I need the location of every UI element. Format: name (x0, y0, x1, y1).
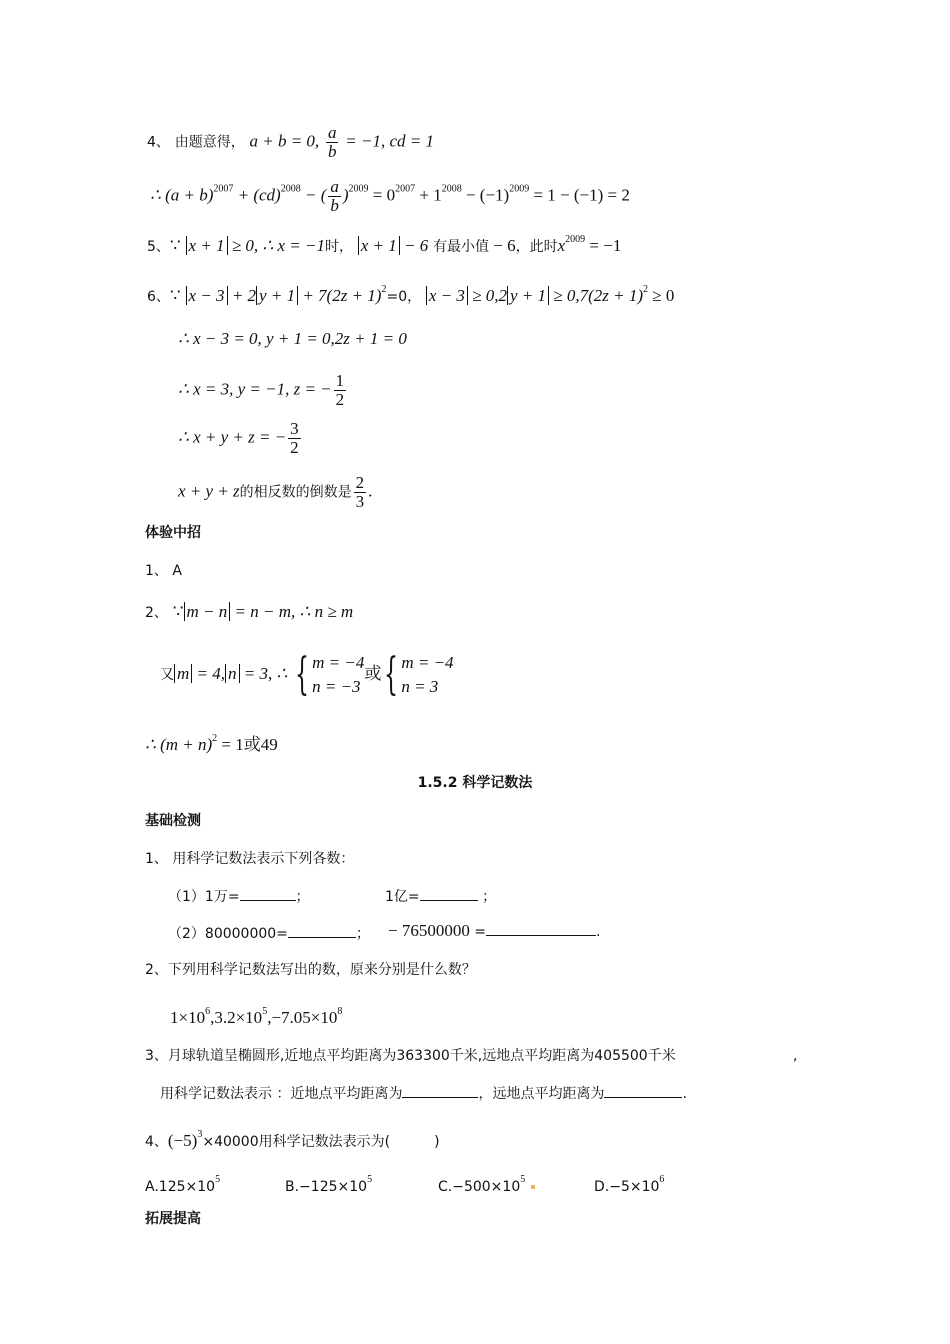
tiyan-answer-2-line2: 又 m = 4, n = 3, ∴ { m = −4 n = −3 或{ m = −4 n = 3 (160, 649, 454, 700)
system-2: m = −4 n = 3 (401, 653, 454, 696)
question-1-part2b: − 76500000 = . (388, 921, 601, 940)
answer-blank[interactable] (402, 1083, 478, 1098)
dot-mark-icon (531, 1185, 535, 1189)
option-c[interactable]: $C.-500\times 10^5$ (438, 1170, 535, 1197)
question-1: 1、 用科学记数法表示下列各数： (145, 851, 355, 867)
fraction-a-over-b: $\frac{a}{b}$ (327, 123, 337, 161)
answer-q5: 5、∵ x + 1 ≥ 0, ∴ x = −1时， x + 1 − 6 有最小值 − 6，此时$x^{2009} = -1$ (147, 234, 622, 255)
tiyan-answer-1: 1、 A (145, 563, 182, 579)
answer-q4-line1: 4、 由题意得， a + b = 0, $\frac{a}{b}$ = −1, cd = 1 (147, 123, 434, 161)
section-title: 1.5.2 科学记数法 (417, 775, 533, 791)
heading-tiyan: 体验中招 (145, 525, 201, 541)
question-2: 2、下列用科学记数法写出的数，原来分别是什么数？ (145, 962, 476, 978)
option-b[interactable]: $B.-125\times 10^5$ (285, 1174, 373, 1195)
tiyan-answer-2-final: ∴ $(m + n)^2 = 1$或49 (145, 733, 278, 754)
question-1-part1b: 1亿= ； (385, 886, 496, 907)
answer-blank[interactable] (420, 886, 478, 901)
system-1: m = −4 n = −3 (312, 653, 365, 696)
answer-blank[interactable] (288, 923, 356, 938)
answer-q6-step4: x + y + z的相反数的倒数是 $\frac{2}{3}$ . (178, 473, 373, 511)
answer-q6-step1: ∴ x − 3 = 0, y + 1 = 0,2z + 1 = 0 (178, 329, 407, 348)
left-brace-icon: { (384, 649, 399, 700)
question-1-part1: （1）1万= ； (168, 886, 310, 907)
heading-jichu: 基础检测 (145, 813, 201, 829)
tiyan-answer-2-line1: 2、 ∵ m − n = n − m, ∴ n ≥ m (145, 602, 354, 621)
option-d[interactable]: $D.-5\times 10^6$ (594, 1174, 665, 1195)
answer-q6-line1: 6、∵ x − 3 + 2 $y + 1 + 7(2z + 1)^2=0$， x − 3 ≥ 0,2 $y + 1 \ge 0,7(2z + 1)^2 \ge 0$ (147, 284, 675, 305)
answer-blank[interactable] (240, 886, 296, 901)
answer-q6-step2: ∴ x = 3, y = −1, z = − $\frac{1}{2}$ (178, 371, 345, 409)
question-3-line2: 用科学记数法表示 ：近地点平均距离为 ，远地点平均距离为 . (160, 1083, 687, 1104)
answer-blank[interactable] (604, 1083, 682, 1098)
question-1-part2: （2）80000000= ； (168, 923, 370, 944)
left-brace-icon: { (295, 649, 310, 700)
option-a[interactable]: $A.125\times 10^5$ (145, 1174, 221, 1195)
question-3-comma: , (793, 1048, 798, 1064)
question-2-expressions: $1\times 10^6,3.2\times 10^5,-7.05\times 10^8$ (170, 1006, 343, 1027)
answer-q4-line2: ∴ $(a + b)^{2007} + (cd)^{2008}$ − ( $\frac{a}{b}$ )$^{2009} = 0^{2007} + 1^{2008} - (-1)^{2009} = 1 - (-1) = 2$ (150, 177, 630, 215)
heading-tuozhan: 拓展提高 (145, 1211, 201, 1227)
answer-blank[interactable] (486, 921, 596, 936)
question-3-line1: 3、月球轨道呈椭圆形,近地点平均距离为363300千米,远地点平均距离为405500千米 (145, 1048, 676, 1064)
q4-number: 4、 (147, 134, 170, 151)
question-4: 4、$(-5)^3\times 40000$用科学记数法表示为( ) (145, 1129, 440, 1150)
answer-q6-step3: ∴ x + y + z = − $\frac{3}{2}$ (178, 419, 299, 457)
